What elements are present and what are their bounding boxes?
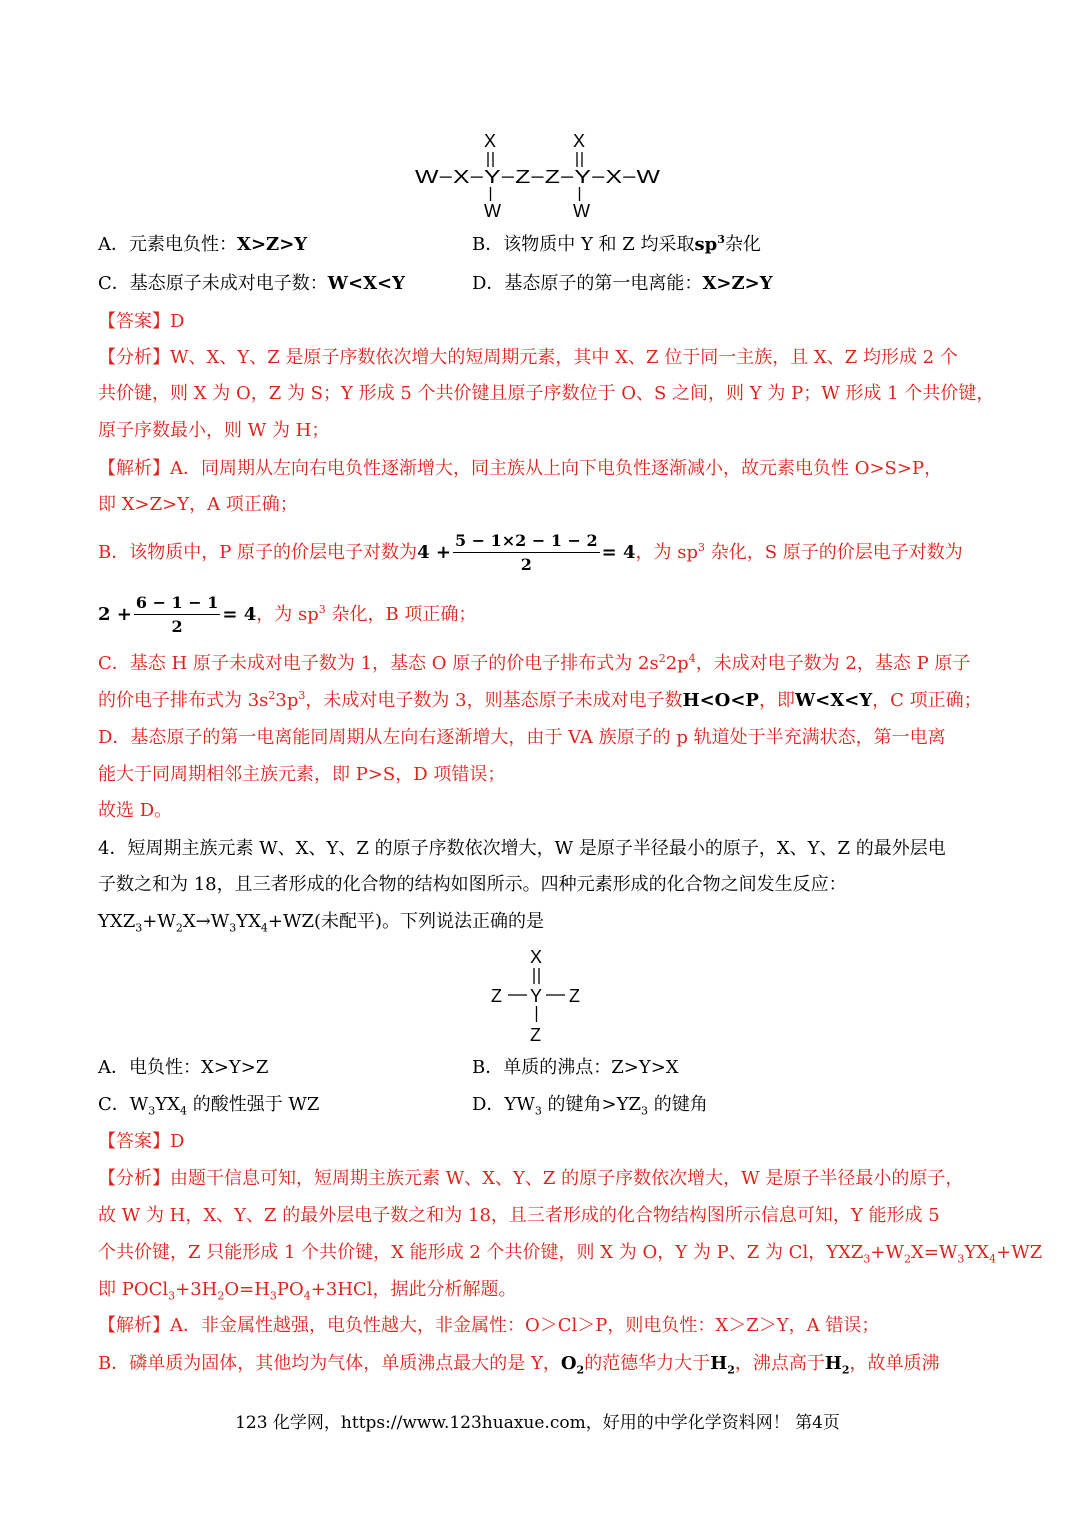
struct1-main-row: W−X−Y−Z−Z−Y−X−W — [415, 167, 661, 187]
q4-analysis-line3: 个共价键，Z 只能形成 1 个共价键，X 能形成 2 个共价键，则 X 为 O，Y 为 P、Z 为 Cl，$YXZ_3+W_2X=W_3YX_4+WZ$ — [98, 1242, 1043, 1266]
q4-option-d: D．$YW_3$ 的键角$>YZ_3$ 的键角 — [472, 1094, 708, 1118]
q4-analysis-line1: 【分析】由题干信息可知，短周期主族元素 W、X、Y、Z 的原子序数依次增大，W 是原子半径最小的原子， — [98, 1168, 964, 1189]
struct2-left: Z — [491, 986, 502, 1006]
struct2-bottom: Z — [530, 1025, 541, 1045]
q4-explain-a: 【解析】A．非金属性越强，电负性越大，非金属性：O＞Cl＞P，则电负性：X＞Z＞Y，A 错误； — [98, 1315, 880, 1336]
struct1-bottom-right: W — [573, 201, 590, 221]
q3-conclusion: 故选 D。 — [98, 800, 173, 821]
q3-explain-a-line2: 即 X>Z>Y，A 项正确； — [98, 494, 298, 515]
q4-option-c: C．$W_3YX_4$ 的酸性强于 WZ — [98, 1094, 320, 1118]
q4-answer: 【答案】D — [98, 1131, 185, 1152]
q4-option-b: B．单质的沸点：Z>Y>X — [472, 1057, 679, 1078]
q4-explain-b: B．磷单质为固体，其他均为气体，单质沸点最大的是 Y，$O_2$的范德华力大于$H_2$，沸点高于$H_2$，故单质沸 — [98, 1353, 940, 1377]
structure-diagram-2 — [480, 942, 600, 1046]
q3-answer: 【答案】D — [98, 311, 185, 332]
q4-analysis-line2: 故 W 为 H，X、Y、Z 的最外层电子数之和为 18，且三者形成的化合物结构图所示信息可知，Y 能形成 5 — [98, 1205, 940, 1226]
q4-analysis-line4: 即 $POCl_3+3H_2O=H_3PO_4+3HCl$，据此分析解题。 — [98, 1279, 517, 1303]
option-a: A．元素电负性：X>Z>Y — [98, 234, 308, 255]
q3-explain-d-line1: D．基态原子的第一电离能同周期从左向右逐渐增大，由于 VA 族原子的 p 轨道处于半充满状态，第一电离 — [98, 727, 946, 748]
q3-explain-b-line2: 2 + $\frac{6 - 1 - 1}{2}$ = 4，为 $sp^3$ 杂化，B 项正确； — [98, 593, 477, 636]
struct1-top-left: X — [484, 131, 497, 151]
struct1-bottom-left: W — [484, 201, 501, 221]
struct1-top-right: X — [573, 131, 586, 151]
q3-explain-c-line2: 的价电子排布式为 $3s^23p^3$，未成对电子数为 3，则基态原子未成对电子数H<O<P，即W<X<Y，C 项正确； — [98, 689, 982, 711]
struct2-right: Z — [569, 986, 580, 1006]
q3-explain-d-line2: 能大于同周期相邻主族元素，即 P>S，D 项错误； — [98, 764, 506, 785]
q4-equation: $YXZ_3+W_2X\to W_3YX_4+WZ$(未配平)。下列说法正确的是 — [98, 911, 545, 935]
option-c: C．基态原子未成对电子数：W<X<Y — [98, 273, 405, 294]
q3-explain-b-line1: B．该物质中，P 原子的价层电子对数为4 + $\frac{5 - 1\times 2 - 1 - 2}{2}$ = 4，为 $sp^3$ 杂化，S 原子的价层电子对数为 — [98, 531, 963, 574]
q4-option-a: A．电负性：X>Y>Z — [98, 1057, 269, 1078]
q3-analysis-line3: 原子序数最小，则 W 为 H； — [98, 420, 330, 441]
q4-stem-line2: 子数之和为 18，且三者形成的化合物的结构如图所示。四种元素形成的化合物之间发生反应： — [98, 874, 847, 895]
struct2-center: Y — [530, 986, 543, 1006]
struct2-top: X — [530, 947, 543, 967]
q3-explain-a-line1: 【解析】A．同周期从左向右电负性逐渐增大，同主族从上向下电负性逐渐减小，故元素电负性 O>S>P， — [98, 458, 943, 479]
q3-explain-c-line1: C．基态 H 原子未成对电子数为 1，基态 O 原子的价电子排布式为 $2s^22p^4$，未成对电子数为 2，基态 P 原子 — [98, 652, 971, 674]
option-b: B．该物质中 Y 和 Z 均采取$sp^3$杂化 — [472, 233, 761, 255]
q3-analysis-line1: 【分析】W、X、Y、Z 是原子序数依次增大的短周期元素，其中 X、Z 位于同一主族，且 X、Z 均形成 2 个 — [98, 347, 958, 368]
option-d: D．基态原子的第一电离能：X>Z>Y — [472, 273, 773, 294]
q3-analysis-line2: 共价键，则 X 为 O，Z 为 S；Y 形成 5 个共价键且原子序数位于 O、S 之间，则 Y 为 P；W 形成 1 个共价键， — [98, 383, 995, 404]
page-footer: 123 化学网，https://www.123huaxue.com，好用的中学化学资料网！ 第4页 — [235, 1413, 840, 1433]
structure-diagram-1 — [405, 125, 675, 225]
q4-stem-line1: 4．短周期主族元素 W、X、Y、Z 的原子序数依次增大，W 是原子半径最小的原子，X、Y、Z 的最外层电 — [98, 838, 946, 859]
